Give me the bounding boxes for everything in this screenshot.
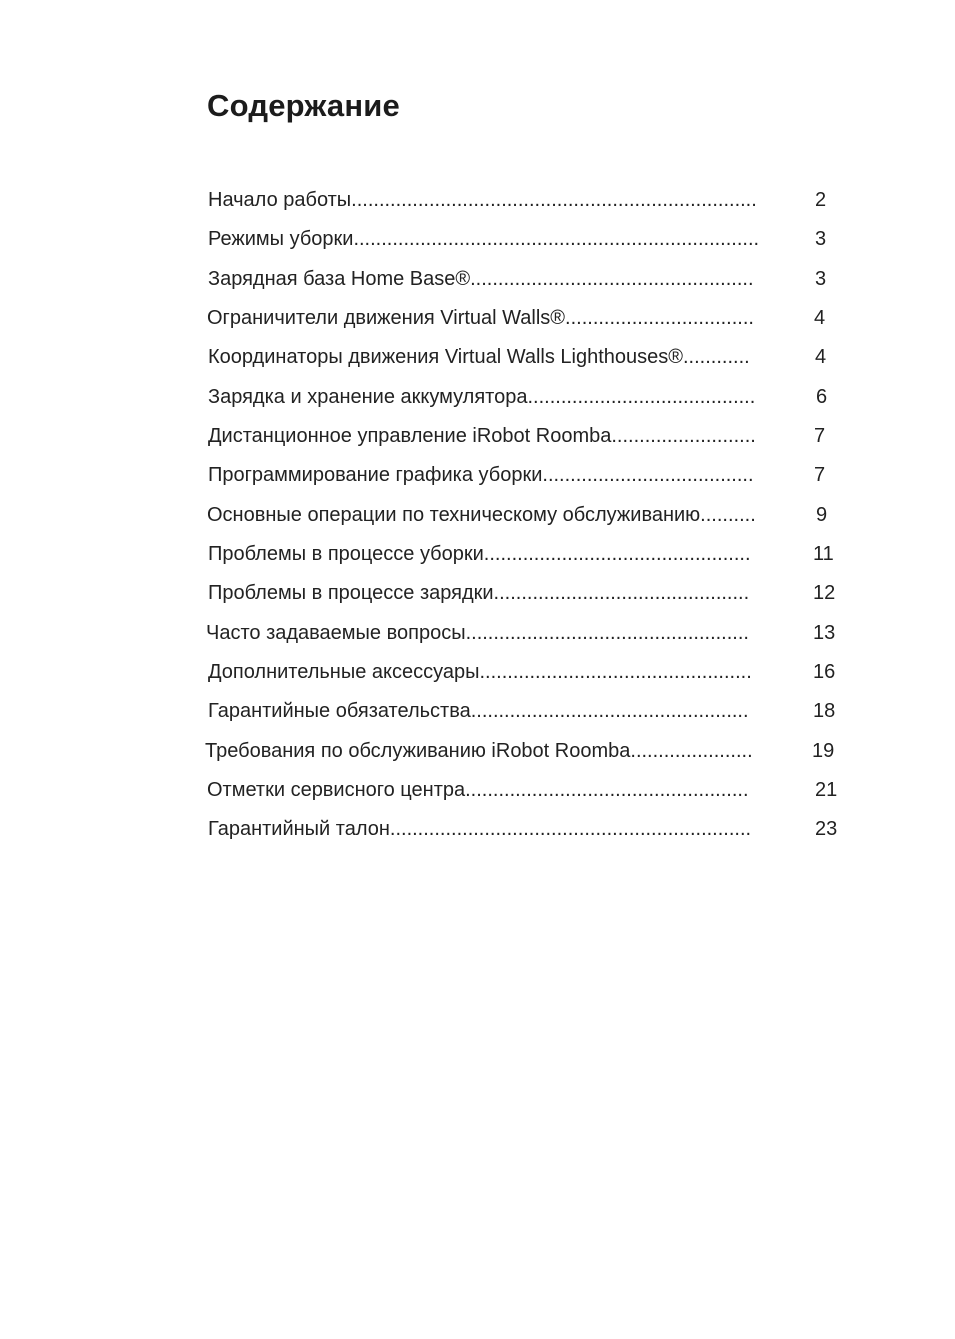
toc-entry[interactable]	[208, 659, 838, 685]
toc-entry-page-number: 18	[813, 700, 836, 722]
toc-entry-title[interactable]: Часто задаваемые вопросы...................................................	[206, 622, 749, 644]
toc-entry-page-number: 16	[813, 661, 836, 683]
toc-entry-title[interactable]: Программирование графика уборки......................................	[208, 464, 754, 486]
toc-entry-page-number: 13	[813, 622, 836, 644]
toc-entry-title[interactable]: Дистанционное управление iRobot Roomba..........................	[208, 425, 756, 447]
toc-entry[interactable]	[208, 580, 838, 606]
toc-entry[interactable]	[206, 620, 838, 646]
toc-entry-page-number: 7	[814, 464, 826, 486]
toc-entry-title[interactable]: Ограничители движения Virtual Walls®..................................	[207, 307, 754, 329]
toc-entry-page-number: 4	[814, 307, 826, 329]
toc-entry[interactable]	[207, 777, 838, 803]
toc-entry-page-number: 3	[815, 268, 827, 290]
toc-entry-title[interactable]: Гарантийные обязательства..................................................	[208, 700, 749, 722]
toc-entry-page-number: 7	[814, 425, 826, 447]
toc-entry-page-number: 3	[815, 228, 827, 250]
toc-entry-title[interactable]: Проблемы в процессе зарядки..............................................	[208, 582, 750, 604]
toc-entry-page-number: 6	[816, 386, 828, 408]
toc-entry-title[interactable]: Основные операции по техническому обслуживанию..........	[207, 504, 756, 526]
toc-entry-title[interactable]: Требования по обслуживанию iRobot Roomba......................	[205, 740, 753, 762]
toc-entry-title[interactable]: Отметки сервисного центра...................................................	[207, 779, 749, 801]
toc-entry-title[interactable]: Гарантийный талон.................................................................	[208, 818, 752, 840]
toc-entry[interactable]	[208, 698, 838, 724]
toc-entry[interactable]	[208, 541, 838, 567]
toc-entry[interactable]	[208, 266, 833, 292]
toc-entry-title[interactable]: Координаторы движения Virtual Walls Lighthouses®............	[208, 346, 750, 368]
toc-entry[interactable]	[205, 738, 838, 764]
toc-entry-title[interactable]: Дополнительные аксессуары.................................................	[208, 661, 752, 683]
toc-entry[interactable]	[208, 462, 833, 488]
toc-entry-title[interactable]: Зарядная база Home Base®...................................................	[208, 268, 754, 290]
toc-entry[interactable]	[208, 344, 833, 370]
toc-entry-page-number: 21	[815, 779, 838, 801]
toc-entry[interactable]	[208, 187, 833, 213]
toc-entry[interactable]	[208, 226, 833, 252]
toc-entry[interactable]	[208, 423, 833, 449]
toc-entry-page-number: 23	[815, 818, 838, 840]
page-title: Содержание	[207, 88, 400, 123]
toc-entry[interactable]	[208, 816, 838, 842]
toc-entry[interactable]	[207, 502, 832, 528]
toc-entry-page-number: 2	[815, 189, 827, 211]
toc-entry-title[interactable]: Начало работы.........................................................................	[208, 189, 757, 211]
toc-entry[interactable]	[207, 305, 832, 331]
toc-entry-title[interactable]: Режимы уборки.........................................................................	[208, 228, 760, 250]
toc-entry-page-number: 19	[812, 740, 835, 762]
toc-entry-title[interactable]: Зарядка и хранение аккумулятора.........................................	[208, 386, 756, 408]
toc-entry-page-number: 11	[813, 543, 834, 565]
toc-entry-page-number: 9	[816, 504, 828, 526]
toc-entry-title[interactable]: Проблемы в процессе уборки................................................	[208, 543, 751, 565]
toc-entry-page-number: 12	[813, 582, 836, 604]
toc-entry[interactable]	[208, 384, 833, 410]
toc-entry-page-number: 4	[815, 346, 827, 368]
